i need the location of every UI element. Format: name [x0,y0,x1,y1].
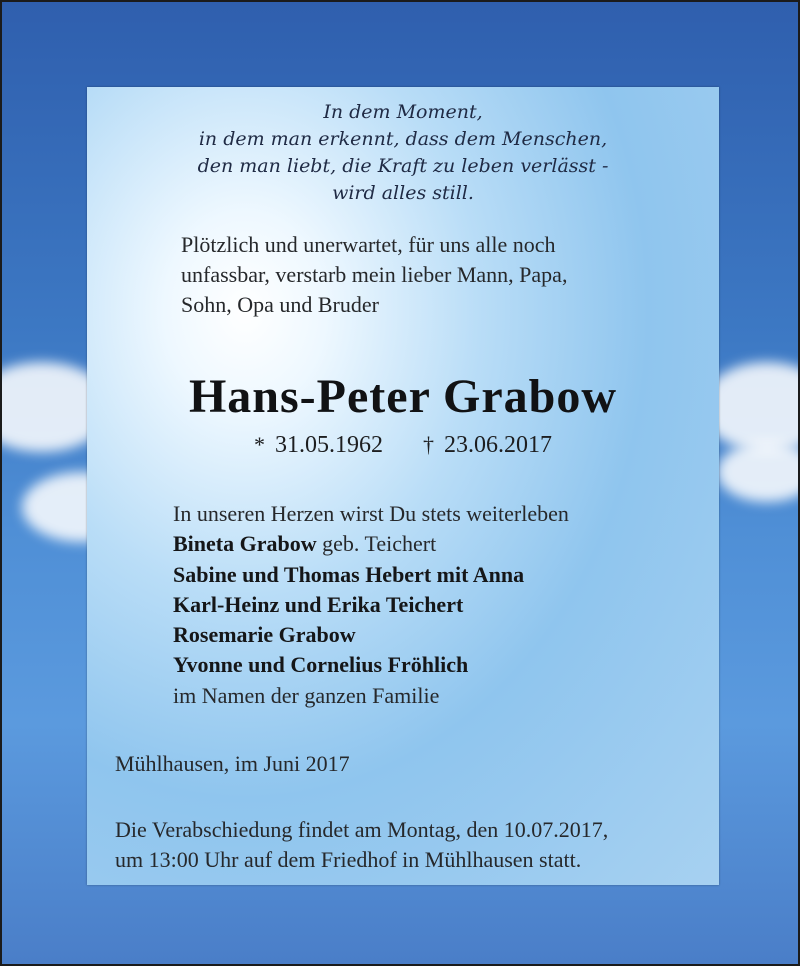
funeral-notice-line: um 13:00 Uhr auf dem Friedhof in Mühlhausen statt. [115,847,582,872]
poem-line: In dem Moment, [323,101,483,123]
cloud-right-lower [717,442,800,502]
poem [87,99,719,207]
obituary-panel [87,87,719,885]
funeral-notice-line: Die Verabschiedung findet am Montag, den 10.07.2017, [115,817,609,842]
family-closing-line: im Namen der ganzen Familie [173,682,440,708]
announcement-line: Sohn, Opa und Bruder [181,292,379,317]
funeral-notice [115,815,705,875]
place-and-date: Mühlhausen, im Juni 2017 [115,751,350,776]
poem-line: den man liebt, die Kraft zu leben verlässt - [197,155,609,177]
birth-date: 31.05.1962 [275,432,383,458]
announcement-line: unfassbar, verstarb mein lieber Mann, Papa, [181,262,568,287]
family-member: Sabine und Thomas Hebert mit Anna [173,561,525,587]
poem-line: wird alles still. [332,182,474,204]
poem-line: in dem man erkennt, dass dem Menschen, [198,128,608,150]
announcement-line: Plötzlich und unerwartet, für uns alle noch [181,232,556,257]
death-date: 23.06.2017 [444,432,552,458]
wife-maiden-name: geb. Teichert [316,531,437,557]
wife-name: Bineta Grabow [173,531,317,557]
family-member: Yvonne und Cornelius Fröhlich [173,652,469,678]
family-member: Rosemarie Grabow [173,622,356,648]
family-member: Karl-Heinz und Erika Teichert [173,591,464,617]
death-symbol-icon: † [423,432,434,457]
family-intro-line: In unseren Herzen wirst Du stets weiterleben [173,501,569,526]
announcement-text [181,230,661,320]
deceased-name: Hans-Peter Grabow [188,370,618,423]
life-dates [87,432,719,459]
family-signatures [173,499,693,711]
family-member-wife [173,529,693,559]
birth-symbol: * [254,432,265,457]
